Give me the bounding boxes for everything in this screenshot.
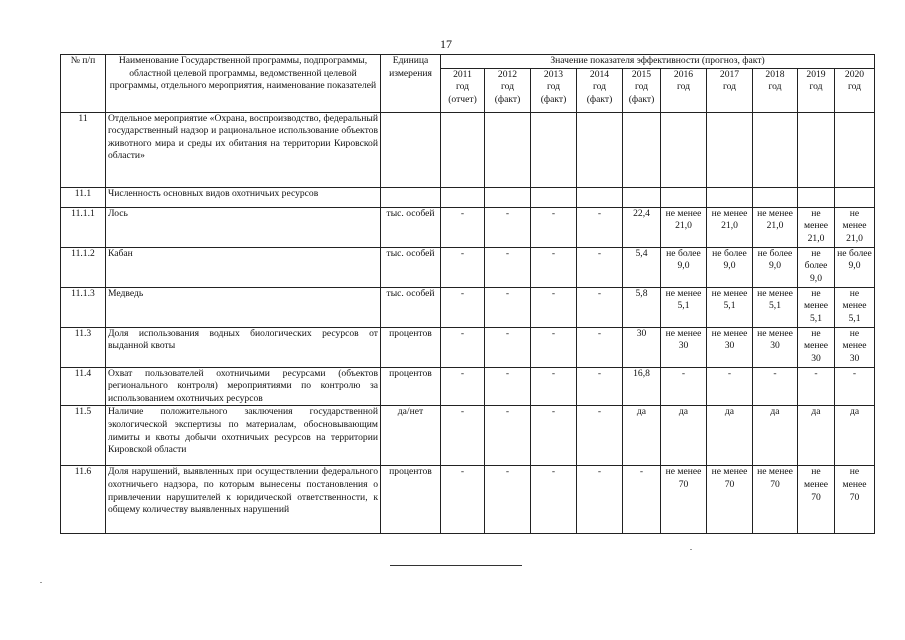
year-header-line: (факт) [628, 93, 655, 105]
value-cell: не менее 30 [835, 327, 875, 367]
value-cell: не менее 5,1 [798, 287, 835, 327]
unit-cell: тыс. особей [381, 247, 441, 287]
value-cell: не более 9,0 [798, 247, 835, 287]
year-header [707, 68, 753, 112]
year-header-line: год [722, 81, 737, 93]
value-cell [707, 187, 753, 207]
value-cell: - [441, 466, 485, 534]
value-cell: - [798, 367, 835, 406]
header-num: № п/п [61, 55, 106, 113]
value-cell: - [707, 367, 753, 406]
value-cell: не менее 70 [798, 466, 835, 534]
year-header-line: год [847, 81, 862, 93]
indicator-name: Охват пользователей охотничьими ресурсами (объектов регионального контроля) мероприятиями по контролю за использованием охотничьих ресурсов [106, 367, 381, 406]
value-cell: - [441, 287, 485, 327]
year-header-line: год [592, 81, 607, 93]
value-cell [441, 112, 485, 187]
year-header [623, 68, 661, 112]
year-header-line: (факт) [494, 93, 521, 105]
indicator-name: Медведь [106, 287, 381, 327]
value-cell: 22,4 [623, 207, 661, 247]
year-header-line: год [809, 81, 823, 93]
year-header-line: год [676, 81, 691, 93]
value-cell: - [441, 406, 485, 466]
unit-cell: процентов [381, 367, 441, 406]
year-header [441, 68, 485, 112]
value-cell: не более 9,0 [661, 247, 707, 287]
value-cell [623, 187, 661, 207]
year-header-line: год [455, 81, 470, 93]
year-header-line: (факт) [586, 93, 613, 105]
value-cell: - [835, 367, 875, 406]
value-cell: 5,4 [623, 247, 661, 287]
value-cell: - [531, 287, 577, 327]
value-cell: - [531, 247, 577, 287]
value-cell: - [577, 367, 623, 406]
indicator-name: Лось [106, 207, 381, 247]
table-row [61, 247, 875, 287]
value-cell: не менее 21,0 [661, 207, 707, 247]
unit-cell: тыс. особей [381, 207, 441, 247]
unit-cell: тыс. особей [381, 287, 441, 327]
value-cell [577, 112, 623, 187]
value-cell: не менее 70 [753, 466, 798, 534]
value-cell [798, 112, 835, 187]
value-cell: - [661, 367, 707, 406]
year-header-line: год [768, 81, 782, 93]
value-cell: - [577, 207, 623, 247]
indicator-name: Кабан [106, 247, 381, 287]
value-cell: - [577, 287, 623, 327]
value-cell: не менее 30 [707, 327, 753, 367]
value-cell: 30 [623, 327, 661, 367]
value-cell [753, 187, 798, 207]
value-cell: не менее 70 [835, 466, 875, 534]
table-row [61, 287, 875, 327]
value-cell: не менее 70 [661, 466, 707, 534]
year-header [835, 68, 875, 112]
year-header-line: год [634, 81, 649, 93]
value-cell [661, 187, 707, 207]
year-header [798, 68, 835, 112]
value-cell [835, 112, 875, 187]
value-cell [623, 112, 661, 187]
value-cell: не более 9,0 [753, 247, 798, 287]
value-cell: да [623, 406, 661, 466]
row-number: 11.1.3 [61, 287, 106, 327]
value-cell: да [661, 406, 707, 466]
value-cell: - [577, 327, 623, 367]
row-number: 11.3 [61, 327, 106, 367]
indicator-name: Наличие положительного заключения государственной экологической экспертизы по материалам, обосновывающим лимиты и квоты добычи охотничьих ресурсов на территории Кировской области [106, 406, 381, 466]
year-header-line: 2020 [844, 68, 865, 80]
value-cell: 5,8 [623, 287, 661, 327]
value-cell: - [441, 207, 485, 247]
value-cell: - [531, 207, 577, 247]
unit-cell [381, 112, 441, 187]
year-header-line: 2018 [765, 68, 785, 80]
year-header-line: 2015 [631, 68, 652, 80]
row-number: 11.1.1 [61, 207, 106, 247]
year-header [485, 68, 531, 112]
value-cell: - [485, 367, 531, 406]
value-cell: да [835, 406, 875, 466]
value-cell: не менее 30 [661, 327, 707, 367]
year-header-line: (факт) [540, 93, 567, 105]
unit-cell: да/нет [381, 406, 441, 466]
value-cell: - [753, 367, 798, 406]
value-cell: - [531, 327, 577, 367]
year-header-line: 2012 [497, 68, 518, 80]
value-cell: не менее 30 [753, 327, 798, 367]
value-cell: - [577, 247, 623, 287]
year-header-line: 2016 [673, 68, 694, 80]
page-number: 17 [440, 37, 452, 51]
year-header-line: год [500, 81, 515, 93]
value-cell: - [623, 466, 661, 534]
header-name: Наименование Государственной программы, подпрограммы, областной целевой программы, ведомственной целевой программы, отдельного мероприятия, наименование показателей [106, 55, 381, 113]
year-header-line: (отчет) [448, 93, 477, 105]
table-row [61, 367, 875, 406]
value-cell: да [798, 406, 835, 466]
indicator-table [60, 54, 875, 534]
indicator-name: Доля использования водных биологических ресурсов от выданной квоты [106, 327, 381, 367]
value-cell: - [531, 406, 577, 466]
header-values-title: Значение показателя эффективности (прогноз, факт) [441, 55, 875, 69]
table-row [61, 187, 875, 207]
indicator-name: Отдельное мероприятие «Охрана, воспроизводство, федеральный государственный надзор и рациональное использование объектов животного мира и среды их обитания на территории Кировской области» [106, 112, 381, 187]
year-header-line: 2019 [806, 68, 826, 80]
value-cell [753, 112, 798, 187]
row-number: 11.1 [61, 187, 106, 207]
value-cell: не более 9,0 [707, 247, 753, 287]
year-header-line: год [546, 81, 561, 93]
value-cell: не менее 21,0 [753, 207, 798, 247]
row-number: 11 [61, 112, 106, 187]
year-header-line: 2014 [589, 68, 610, 80]
value-cell: - [441, 327, 485, 367]
value-cell: - [531, 367, 577, 406]
value-cell: - [485, 466, 531, 534]
value-cell [441, 187, 485, 207]
unit-cell [381, 187, 441, 207]
scan-speck [690, 549, 692, 550]
value-cell: - [441, 367, 485, 406]
value-cell: 16,8 [623, 367, 661, 406]
value-cell: - [577, 406, 623, 466]
table-row [61, 327, 875, 367]
table-row [61, 207, 875, 247]
value-cell: - [485, 327, 531, 367]
value-cell [798, 187, 835, 207]
value-cell: - [485, 287, 531, 327]
value-cell [531, 112, 577, 187]
value-cell [485, 187, 531, 207]
year-header [753, 68, 798, 112]
value-cell [707, 112, 753, 187]
value-cell: не менее 21,0 [835, 207, 875, 247]
value-cell: не менее 70 [707, 466, 753, 534]
indicator-name: Доля нарушений, выявленных при осуществлении федерального охотничьего надзора, по которым вынесены постановления о привлечении нарушителей к юридической ответственности, к общему количеству выявленных нарушений [106, 466, 381, 534]
value-cell: - [485, 207, 531, 247]
value-cell: - [531, 466, 577, 534]
header-unit: Единица измерения [381, 55, 441, 113]
value-cell: не менее 5,1 [753, 287, 798, 327]
value-cell [577, 187, 623, 207]
table-row [61, 406, 875, 466]
value-cell: не менее 21,0 [707, 207, 753, 247]
row-number: 11.4 [61, 367, 106, 406]
value-cell [485, 112, 531, 187]
indicator-name: Численность основных видов охотничьих ресурсов [106, 187, 381, 207]
value-cell: да [753, 406, 798, 466]
year-header [661, 68, 707, 112]
value-cell: не менее 5,1 [835, 287, 875, 327]
value-cell: да [707, 406, 753, 466]
year-header [531, 68, 577, 112]
value-cell: не менее 30 [798, 327, 835, 367]
value-cell: - [485, 247, 531, 287]
value-cell [531, 187, 577, 207]
value-cell: не менее 5,1 [707, 287, 753, 327]
unit-cell: процентов [381, 327, 441, 367]
year-header-line: 2017 [719, 68, 740, 80]
table-row [61, 466, 875, 534]
row-number: 11.6 [61, 466, 106, 534]
year-header-line: 2011 [453, 68, 472, 80]
value-cell [835, 187, 875, 207]
value-cell: не более 9,0 [835, 247, 875, 287]
value-cell: - [485, 406, 531, 466]
year-header-line: 2013 [543, 68, 564, 80]
value-cell: не менее 5,1 [661, 287, 707, 327]
footer-line [390, 565, 522, 566]
table-row [61, 112, 875, 187]
row-number: 11.5 [61, 406, 106, 466]
scan-speck [40, 582, 42, 583]
value-cell: не менее 21,0 [798, 207, 835, 247]
value-cell: - [441, 247, 485, 287]
value-cell: - [577, 466, 623, 534]
row-number: 11.1.2 [61, 247, 106, 287]
unit-cell: процентов [381, 466, 441, 534]
value-cell [661, 112, 707, 187]
year-header [577, 68, 623, 112]
